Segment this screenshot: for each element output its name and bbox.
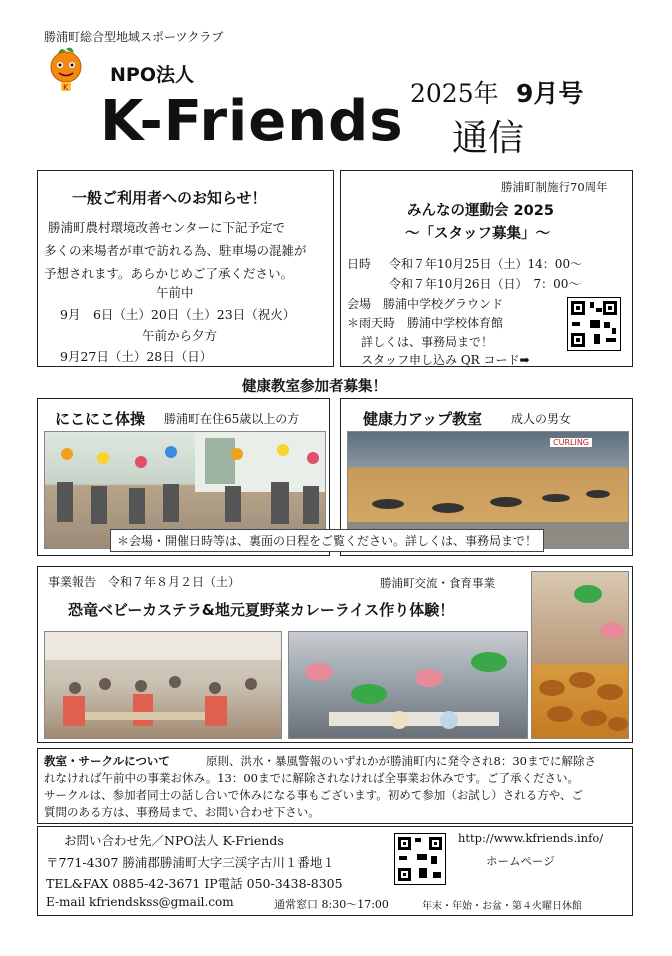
staff-qr-code[interactable] xyxy=(567,297,621,351)
venue: 会場 勝浦中学校グラウンド xyxy=(347,297,504,311)
report-category: 勝浦町交流・食育事業 xyxy=(380,576,495,590)
anniversary-label: 勝浦町制施行70周年 xyxy=(501,180,608,194)
nikoniko-title: にこにこ体操 xyxy=(55,410,146,428)
newsletter-title: K-Friends xyxy=(100,89,404,154)
rain-venue: ＊雨天時 勝浦中学校体育館 xyxy=(347,316,504,330)
org-line: 勝浦町総合型地域スポーツクラブ xyxy=(44,30,224,44)
circle-line-3: サークルは、参加者同士の話し合いで休みになる事もございます。初めて参加（お試し）される方や、ご xyxy=(44,788,583,802)
contact-address: 〒771-4307 勝浦郡勝浦町大字三渓字古川１番地１ xyxy=(46,855,335,870)
morning-dates: 9月 6日（土）20日（土）23日（祝火） xyxy=(60,307,296,322)
notice-title: 一般ご利用者へのお知らせ！ xyxy=(72,189,267,207)
date-label: 日時 xyxy=(347,257,372,271)
contact-email[interactable]: E-mail kfriendskss@gmail.com xyxy=(46,895,234,909)
gym-banner: CURLING xyxy=(550,438,592,447)
circle-line-1: 原則、洪水・暴風警報のいずれかが勝浦町内に発令され8：30までに解除さ xyxy=(206,754,596,768)
qr-label: スタッフ申し込み QR コード➡ xyxy=(361,353,530,367)
contact-heading: お問い合わせ先／NPO法人 K-Friends xyxy=(64,833,284,848)
kids-illustration xyxy=(289,632,528,739)
notice-line-1: 勝浦町農村環境改善センターに下記予定で xyxy=(48,220,286,235)
castella-illustration xyxy=(532,572,629,739)
report-title: 恐竜ベビーカステラ&地元夏野菜カレーライス作り体験！ xyxy=(68,601,455,619)
closed-days: 年末・年始・お盆・第４火曜日休館 xyxy=(422,901,582,912)
report-label: 事業報告 令和７年８月２日（土） xyxy=(48,575,241,589)
event-date-1: 令和７年10月25日（土）14：00〜 xyxy=(389,257,583,271)
website-url[interactable]: http://www.kfriends.info/ xyxy=(458,831,604,845)
nikoniko-target: 勝浦町在住65歳以上の方 xyxy=(164,412,300,426)
cooking-kids-photo xyxy=(288,631,528,739)
sports-day-subtitle: 〜「スタッフ募集」〜 xyxy=(405,226,550,242)
inquiry-note: 詳しくは、事務局まで！ xyxy=(361,335,494,349)
afternoon-label: 午前から夕方 xyxy=(142,328,218,343)
health-up-title: 健康力アップ教室 xyxy=(363,410,482,428)
contact-box xyxy=(37,826,633,916)
morning-label: 午前中 xyxy=(156,285,194,300)
sports-day-box xyxy=(340,170,633,367)
issue-year: 2025年 xyxy=(410,79,499,108)
contact-phone: TEL&FAX 0885-42-3671 IP電話 050-3438-8305 xyxy=(46,876,343,891)
circle-line-4: 質問のある方は、事務局まで、お問い合わせ下さい。 xyxy=(44,805,320,819)
homepage-label: ホームページ xyxy=(486,854,555,868)
title-suffix: 通信 xyxy=(452,118,525,159)
sports-day-title: みんなの運動会 2025 xyxy=(407,203,554,219)
mascot-icon xyxy=(44,45,90,97)
castella-photo xyxy=(531,571,629,739)
npo-label: NPO法人 xyxy=(110,64,194,86)
notice-line-3: 予想されます。あらかじめご了承ください。 xyxy=(44,266,294,281)
notice-line-2: 多くの来場者が車で訪れる為、駐車場の混雑が xyxy=(44,243,307,258)
circle-title: 教室・サークルについて xyxy=(44,754,170,768)
notice-box xyxy=(37,170,334,367)
svg-text:K: K xyxy=(63,83,69,92)
circle-line-2: れなければ午前中の事業お休み。13：00までに解除されなければ全事業お休みです。ご了承ください。 xyxy=(44,771,580,785)
office-hours: 通常窓口 8:30〜17:00 xyxy=(274,898,389,911)
health-up-target: 成人の男女 xyxy=(511,412,572,426)
issue-month: 9月号 xyxy=(516,79,584,108)
hall-illustration xyxy=(45,632,282,739)
afternoon-dates: 9月27日（土）28日（日） xyxy=(60,349,213,364)
event-date-2: 令和７年10月26日（日） 7：00〜 xyxy=(389,277,581,291)
cooking-hall-photo xyxy=(44,631,282,739)
schedule-note: ＊会場・開催日時等は、裏面の日程をご覧ください。詳しくは、事務局まで！ xyxy=(110,529,544,552)
homepage-qr-code[interactable] xyxy=(394,833,446,885)
circle-box xyxy=(37,748,633,824)
health-class-heading: 健康教室参加者募集！ xyxy=(242,379,387,395)
